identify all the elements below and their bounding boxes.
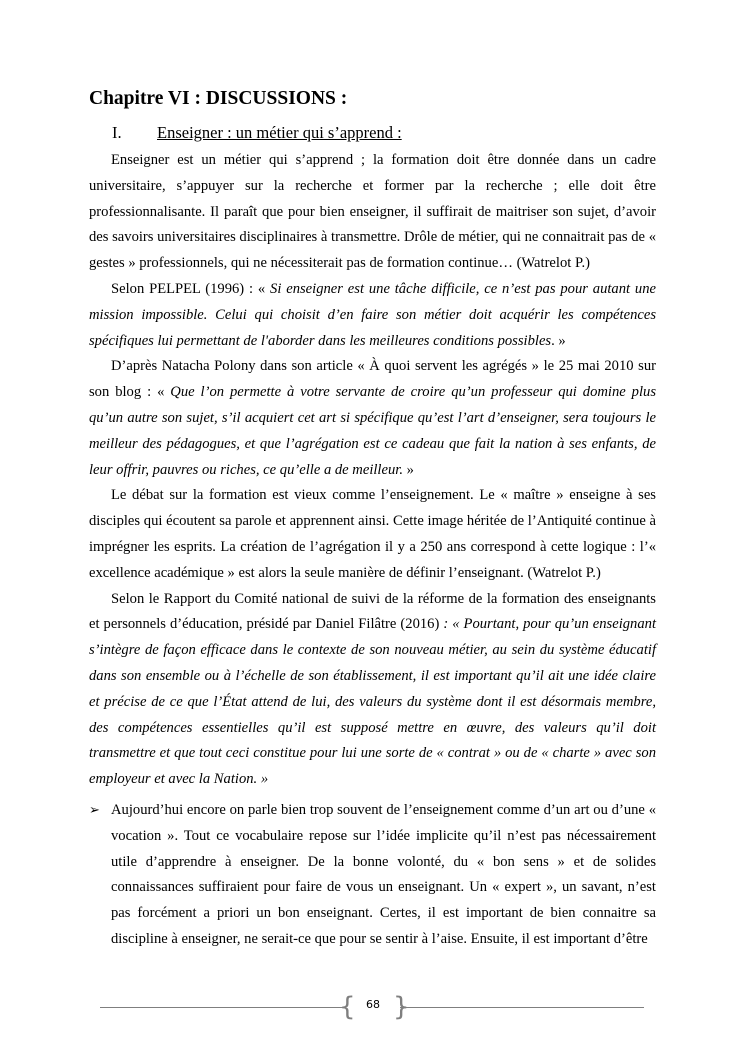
polony-quote: Que l’on permette à votre servante de croire qu’un professeur qui domine plus qu’un autre son sujet, s’il acquiert cet art si spécifique qu’est l’art d’enseigner, sera toujours le meilleur des pédagogues, et que l’agrégation est ce cadeau que fait la nation à ses enfants, de leur offrir, pauvres ou riches, ce qu’elle a de meilleur.: [89, 384, 656, 478]
footer-rule-left: [100, 1007, 344, 1008]
footer-brace-right: }: [393, 992, 410, 1022]
footer-brace-left: {: [339, 992, 356, 1022]
arrow-bullet-icon: ➢: [89, 803, 100, 818]
paragraph-filatre-report: [89, 587, 656, 793]
section-number: I.: [112, 123, 122, 142]
filatre-quote: : « Pourtant, pour qu’un enseignant s’intègre de façon efficace dans le contexte de son nouveau métier, au sein du système éducatif dans son ensemble ou à l’échelle de son établissement, il est important qu’il ait une idée claire et précise de ce que l’État attend de lui, des valeurs du système dont il est désormais membre, des compétences essentielles qu’il est supposé mettre en œuvre, des valeurs qu’il doit transmettre et que tout ceci constitue pour lui une sorte de « contrat » ou de « charte » avec son employeur et avec la Nation. »: [89, 616, 657, 788]
polony-intro: D’après Natacha Polony dans son article « À quoi servent les agrégés » le 25 mai 2010 sur son blog : «: [89, 358, 656, 401]
body-text: [89, 148, 656, 793]
paragraph-watrelot-intro: Enseigner est un métier qui s’apprend ; la formation doit être donnée dans un cadre universitaire, s’appuyer sur la recherche et former par la recherche ; elle doit être professionnalisante. Il paraît que pour bien enseigner, il suffirait de maitriser son sujet, d’avoir des savoirs universitaires disciplinaires à transmettre. Drôle de métier, qui ne connaitrait pas de « gestes » professionnels, qui ne nécessiterait pas de formation continue… (Watrelot P.): [89, 152, 656, 272]
bullet-item: [89, 798, 656, 953]
section-title: Enseigner : un métier qui s’apprend :: [157, 123, 402, 142]
polony-quote-end: »: [402, 461, 414, 478]
paragraph-pelpel-quote: [89, 277, 656, 354]
filatre-intro: Selon le Rapport du Comité national de suivi de la réforme de la formation des enseignants et personnels d’éducation, présidé par Daniel Filâtre (2016): [89, 590, 656, 633]
pelpel-quote-end: . »: [551, 332, 566, 349]
section-heading: [112, 123, 402, 143]
page-number: 68: [366, 998, 380, 1011]
pelpel-intro: Selon PELPEL (1996) : «: [111, 280, 266, 297]
chapter-title: Chapitre VI : DISCUSSIONS :: [89, 88, 348, 109]
footer-rule-right: [400, 1007, 644, 1008]
pelpel-quote: Si enseigner est une tâche difficile, ce n’est pas pour autant une mission impossible. Celui qui choisit d’en faire son métier doit acquérir les compétences spécifiques lui permettant de l'aborder dans les meilleures conditions possibles: [89, 280, 656, 349]
paragraph-formation-debate: Le débat sur la formation est vieux comme l’enseignement. Le « maître » enseigne à ses disciples qui écoutent sa parole et apprennent ainsi. Cette image héritée de l’Antiquité continue à imprégner les esprits. La création de l’agrégation il y a 250 ans correspond à cette logique : l’« excellence académique » est alors la seule manière de définir l’enseignant. (Watrelot P.): [89, 487, 656, 581]
paragraph-polony-quote: [89, 354, 656, 483]
bullet-text: Aujourd’hui encore on parle bien trop souvent de l’enseignement comme d’un art ou d’une « vocation ». Tout ce vocabulaire repose sur l’idée implicite qu’il n’est pas nécessairement utile d’apprendre à enseigner. De la bonne volonté, du « bon sens » et de solides connaissances suffiraient pour faire de vous un enseignant. Un « expert », un savant, n’est pas forcément a priori un bon enseignant. Certes, il est important de bien connaitre sa discipline à enseigner, ne serait-ce que pour se sentir à l’aise. Ensuite, il est important d’être: [111, 802, 656, 947]
